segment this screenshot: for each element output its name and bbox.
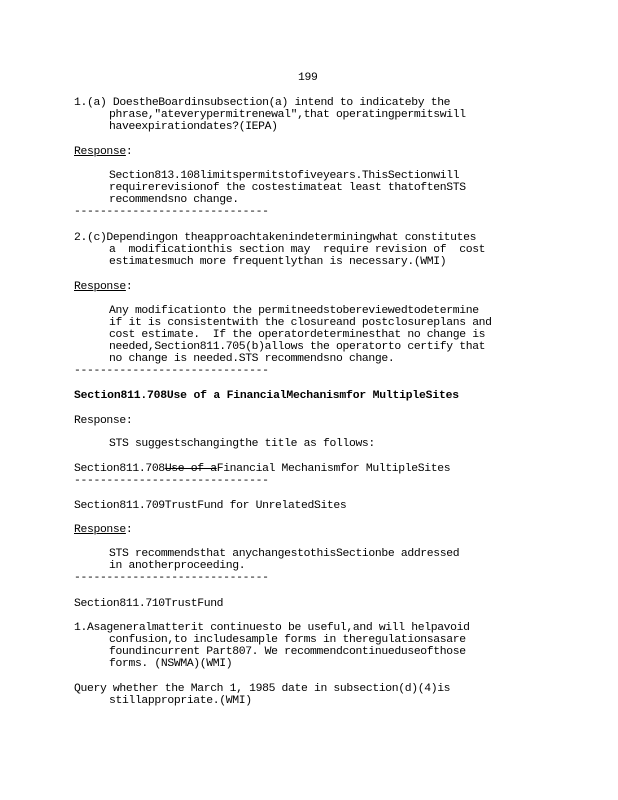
response-2-line-4: needed,Section811.705(b)allows the operatorto certify that: [109, 341, 486, 353]
section-709-response-line-2: in anotherproceeding.: [109, 560, 246, 572]
response-2-line-5: no change is needed.STS recommendsno change.: [109, 353, 395, 365]
response-1-colon: :: [125, 146, 133, 158]
section-709-response-heading: [74, 524, 132, 536]
divider-4: ------------------------------: [74, 572, 269, 584]
question-1-line-3: haveexpirationdates?(IEPA): [109, 121, 278, 133]
divider-1: ------------------------------: [74, 206, 269, 218]
revised-title-struck: Use of a: [164, 463, 217, 475]
response-1-label: Response: [74, 146, 126, 158]
question-2-line-2: a modificationthis section may require revision of cost: [109, 244, 486, 256]
question-2-line-1: 2.(c)Dependingon theapproachtakenindeterminingwhat constitutes: [74, 232, 477, 244]
response-2-line-2: if it is consistentwith the closureand postclosureplans and: [109, 317, 492, 329]
section-710-item-line-4: forms. (NSWMA)(WMI): [109, 658, 233, 670]
section-710-heading: Section811.710TrustFund: [74, 598, 224, 610]
section-710-item-line-2: confusion,to includesample forms in theregulationsasare: [109, 634, 466, 646]
section-709-response-colon: :: [125, 524, 133, 536]
question-1-line-2: phrase,"ateverypermitrenewal",that operatingpermitswill: [109, 109, 466, 121]
response-2-line-3: cost estimate. If the operatordeterminesthat no change is: [109, 329, 486, 341]
response-1-heading: [74, 146, 132, 158]
section-709-heading: Section811.709TrustFund for UnrelatedSites: [74, 500, 347, 512]
revised-title-suffix: Financial Mechanismfor MultipleSites: [216, 463, 451, 475]
section-710-item-line-3: foundincurrent Part807. We recommendcontinueduseofthose: [109, 646, 466, 658]
section-710-query-line-1: Query whether the March 1, 1985 date in subsection(d)(4)is: [74, 683, 451, 695]
section-710-query-line-2: stillappropriate.(WMI): [109, 695, 252, 707]
divider-2: ------------------------------: [74, 365, 269, 377]
response-1-line-1: Section813.108limitspermitstofiveyears.ThisSectionwill: [109, 170, 460, 182]
response-2-label: Response: [74, 281, 126, 293]
response-2-heading: [74, 281, 132, 293]
revised-title-prefix: Section811.708: [74, 463, 165, 475]
question-1-line-1: 1.(a) DoestheBoardinsubsection(a) intend to indicateby the: [74, 97, 451, 109]
section-710-item-line-1: 1.Asageneralmatterit continuesto be useful,and will helpavoid: [74, 622, 470, 634]
section-708-response-label: Response:: [74, 415, 133, 427]
response-1-line-2: requirerevisionof the costestimateat least thatoftenSTS: [109, 182, 466, 194]
page-number: 199: [298, 72, 318, 84]
section-709-response-label: Response: [74, 524, 126, 536]
section-709-response-line-1: STS recommendsthat anychangestothisSectionbe addressed: [109, 548, 460, 560]
response-1-line-3: recommendsno change.: [109, 194, 239, 206]
response-2-colon: :: [125, 281, 133, 293]
section-708-revised-title: [74, 463, 450, 475]
section-708-heading: Section811.708Use of a FinancialMechanismfor MultipleSites: [74, 390, 459, 402]
divider-3: ------------------------------: [74, 475, 269, 487]
response-2-line-1: Any modificationto the permitneedstobereviewedtodetermine: [109, 305, 479, 317]
section-708-response-text: STS suggestschangingthe title as follows:: [109, 438, 375, 450]
question-2-line-3: estimatesmuch more frequentlythan is necessary.(WMI): [109, 256, 447, 268]
